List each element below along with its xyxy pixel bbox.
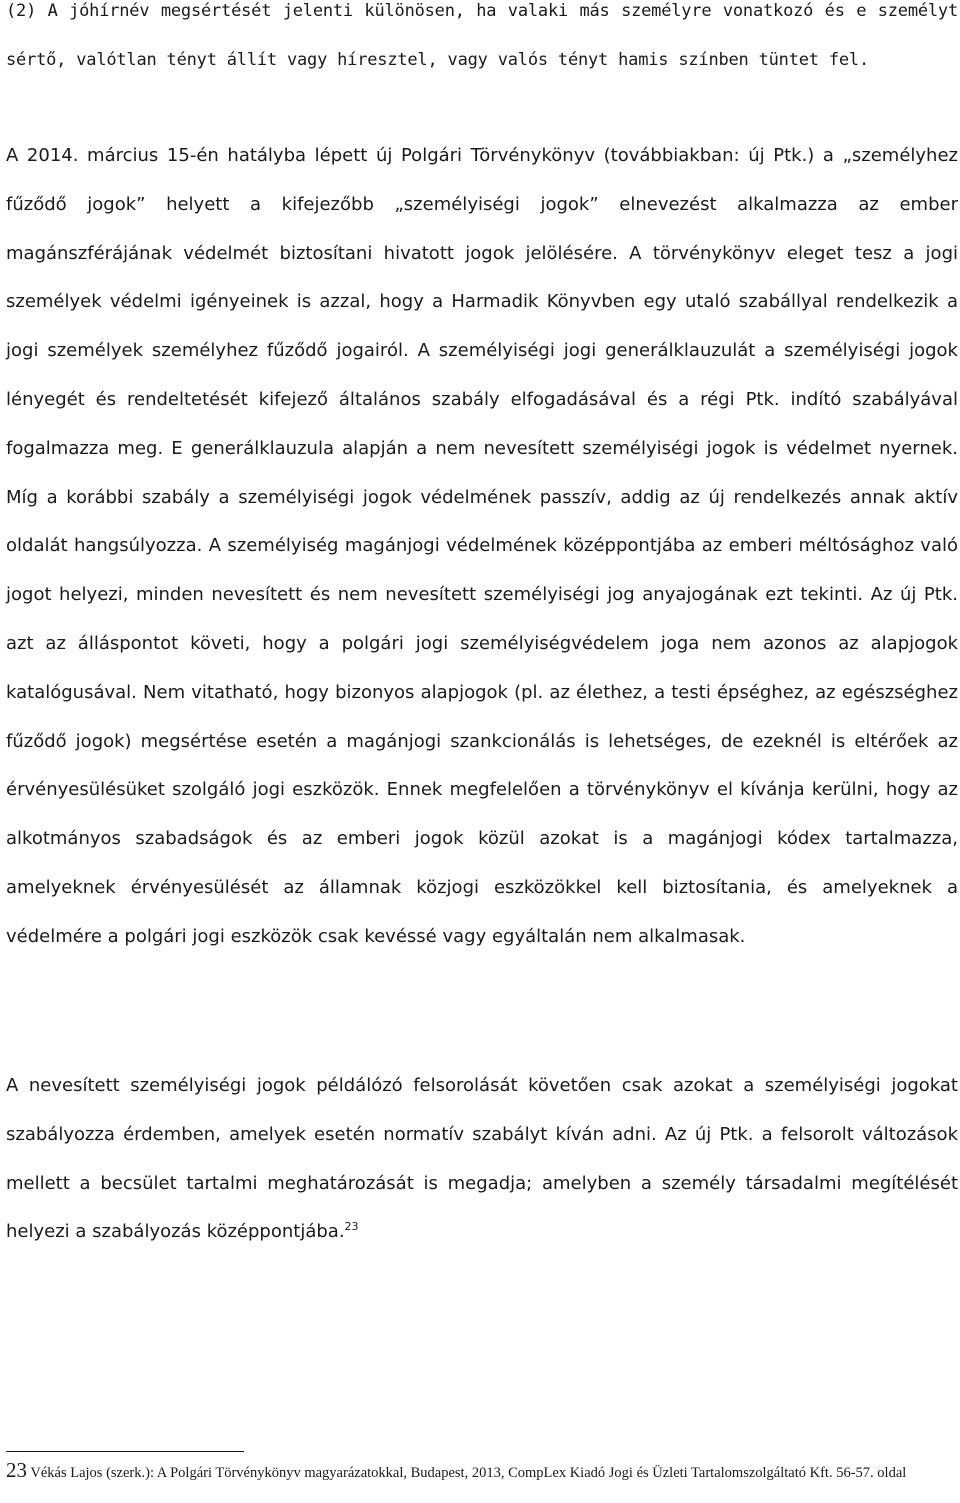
paragraph-named-personality-rights: [6, 1062, 958, 1257]
paragraph-named-personality-rights-text: A nevesített személyiségi jogok példálózó felsorolását követően csak azokat a személyiségi jogokat szabályozza érdemben, amelyek esetén normatív szabályt kíván adni. Az új Ptk. a felsorolt változások mellett a becsület tartalmi meghatározását is megadja; amelyben a személy társadalmi megítélését helyezi a szabályozás középpontjába.: [6, 1075, 958, 1243]
footnote-text: Vékás Lajos (szerk.): A Polgári Törvénykönyv magyarázatokkal, Budapest, 2013, CompLex Kiadó Jogi és Üzleti Tartalomszolgáltató Kft. 56-57. oldal: [30, 1465, 907, 1481]
footnote: [6, 1460, 958, 1484]
footnote-number: 23: [6, 1458, 27, 1482]
paragraph-new-civil-code: A 2014. március 15-én hatályba lépett új Polgári Törvénykönyv (továbbiakban: új Ptk.) a „személyhez fűződő jogok” helyett a kifejezőbb „személyiségi jogok” elnevezést alkalmazza az ember magánszférájának védelmét biztosítani hivatott jogok jelölésére. A törvénykönyv eleget tesz a jogi személyek védelmi igényeinek is azzal, hogy a Harmadik Könyvben egy utaló szabállyal rendelkezik a jogi személyek személyhez fűződő jogairól. A személyiségi jogi generálklauzulát a személyiségi jogok lényegét és rendeltetését kifejező általános szabály elfogadásával és a régi Ptk. indító szabályával fogalmazza meg. E generálklauzula alapján a nem nevesített személyiségi jogok is védelmet nyernek. Míg a korábbi szabály a személyiségi jogok védelmének passzív, addig az új rendelkezés annak aktív oldalát hangsúlyozza. A személyiség magánjogi védelmének középpontjába az emberi méltósághoz való jogot helyezi, minden nevesített és nem nevesített személyiségi jog anyajogának ezt tekinti. Az új Ptk. azt az álláspontot követi, hogy a polgári jogi személyiségvédelem joga nem azonos az alapjogok katalógusával. Nem vitatható, hogy bizonyos alapjogok (pl. az élethez, a testi épséghez, az egészséghez fűződő jogok) megsértése esetén a magánjogi szankcionálás is lehetséges, de ezeknél is eltérőek az érvényesülésüket szolgáló jogi eszközök. Ennek megfelelően a törvénykönyv el kívánja kerülni, hogy az alkotmányos szabadságok és az emberi jogok közül azokat is a magánjogi kódex tartalmazza, amelyeknek érvényesülését az államnak közjogi eszközökkel kell biztosítania, és amelyeknek a védelmére a polgári jogi eszközök csak kevéssé vagy egyáltalán nem alkalmasak.: [6, 145, 958, 947]
footnote-separator: [6, 1451, 244, 1452]
document-page: [6, 0, 958, 1503]
footnote-reference[interactable]: 23: [344, 1220, 359, 1234]
paragraph-reputation-violation: (2) A jóhírnév megsértését jelenti különösen, ha valaki más személyre vonatkozó és e személyt sértő, valótlan tényt állít vagy híresztel, vagy valós tényt hamis színben tüntet fel.: [6, 1, 958, 70]
